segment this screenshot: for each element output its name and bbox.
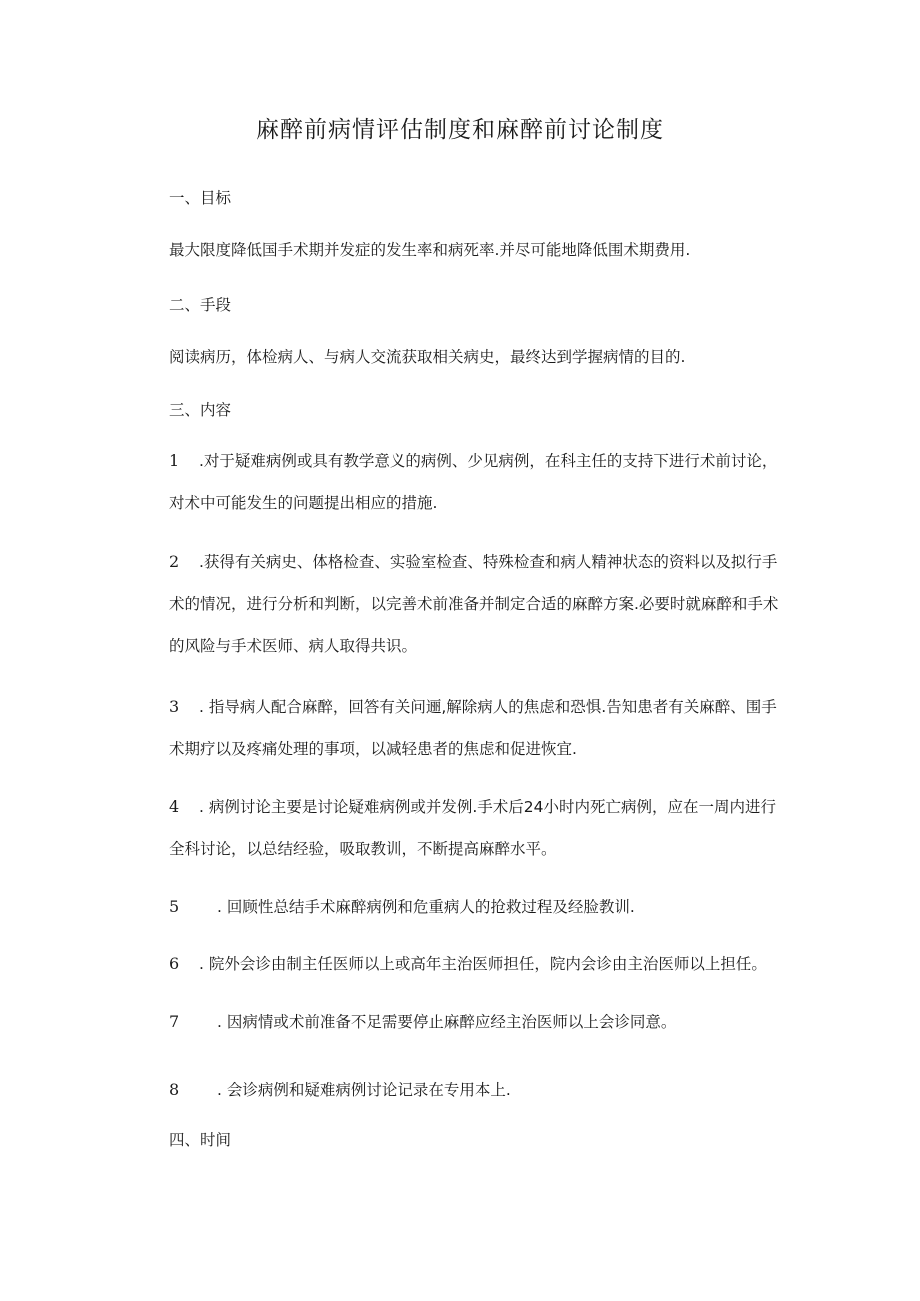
list-item-number: 4 [169, 797, 180, 816]
list-item-text: . 指导病人配合麻醉，回答有关问逦,解除病人的焦虑和恐惧.告知患者有关麻醉、围手术期疗以及疼痛处理的事项，以减轻患者的焦虑和促进恢宜. [169, 698, 777, 758]
list-item-number: 7 [169, 1012, 180, 1031]
list-item-number: 3 [169, 697, 180, 716]
list-item [169, 786, 781, 870]
list-item [169, 541, 781, 667]
list-item [169, 886, 781, 928]
list-item [169, 943, 781, 985]
section-text-goal: 最大限度降低国手术期并发症的发生率和病死率.并尽可能地降低围术期费用. [169, 241, 691, 259]
list-item-text: . 因病情或术前准备不足需要停止麻醉应经主治医师以上会诊同意。 [217, 1013, 677, 1031]
section-heading-means: 二、手段 [169, 296, 232, 314]
list-item-number: 6 [169, 954, 180, 973]
list-item-text: . 病例讨论主要是讨论疑难病例或并发例.手术后24小时内死亡病例，应在一周内进行全科讨论，以总结经验，吸取教训，不断提高麻醉水平。 [169, 798, 777, 858]
list-item [169, 1069, 781, 1111]
list-item-text: .对于疑难病例或具有教学意义的病例、少见病例，在科主任的支持下进行术前讨论，对术中可能发生的问题提出相应的措施. [169, 452, 778, 512]
list-item-text: . 会诊病例和疑难病例讨论记录在专用本上. [217, 1081, 511, 1099]
document-title: 麻醉前病情评估制度和麻醉前讨论制度 [256, 117, 664, 143]
list-item-number: 5 [169, 897, 180, 916]
list-item-number: 1 [169, 451, 180, 470]
list-item-number: 2 [169, 552, 180, 571]
list-item [169, 686, 781, 770]
section-text-means: 阅读病历，体检病人、与病人交流获取相关病史，最终达到学握病情的目的. [169, 348, 686, 366]
section-heading-content: 三、内容 [169, 401, 232, 419]
list-item [169, 1001, 781, 1043]
list-item-text: . 回顾性总结手术麻醉病例和危重病人的抢救过程及经脸教训. [217, 898, 635, 916]
list-item [169, 440, 781, 524]
section-heading-goal: 一、目标 [169, 189, 232, 207]
list-item-number: 8 [169, 1080, 180, 1099]
section-heading-time: 四、时间 [169, 1131, 232, 1149]
list-item-text: .获得有关病史、体格检查、实验室检查、特殊检查和病人精神状态的资料以及拟行手术的情况，进行分析和判断，以完善术前准备并制定合适的麻醉方案.必要时就麻醉和手术的风险与手术医师、病人取得共识。 [169, 553, 779, 655]
list-item-text: . 院外会诊由制主任医师以上或高年主治医师担任，院内会诊由主治医师以上担任。 [199, 955, 767, 973]
